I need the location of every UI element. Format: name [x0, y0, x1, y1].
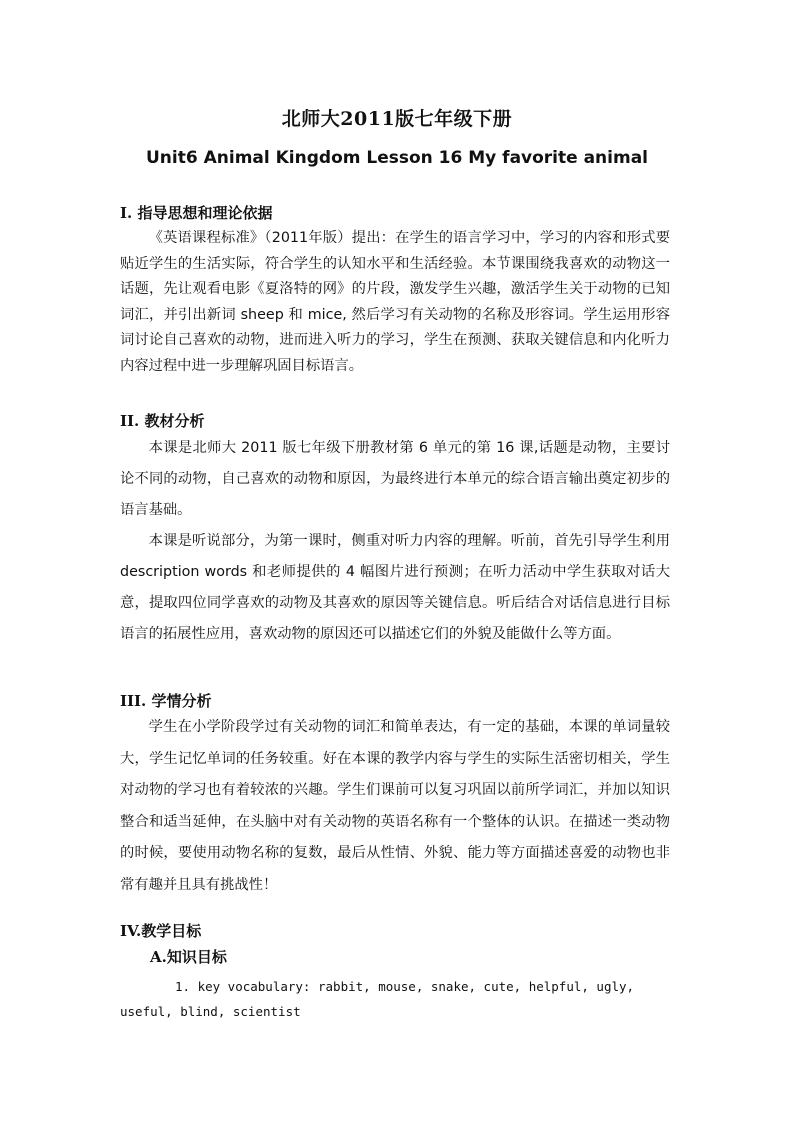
section-heading-2: II. 教材分析 — [120, 412, 205, 430]
subheading-knowledge-goals: A.知识目标 — [150, 948, 227, 966]
section-1-paragraph: 《英语课程标准》（2011年版）提出：在学生的语言学习中，学习的内容和形式要贴近学生的生活实际，符合学生的认知水平和生活经验。本节课围绕我喜欢的动物这一话题，先让观看电影《夏洛特的网》的片段，激发学生兴趣，激活学生关于动物的已知词汇，并引出新词 sheep 和 mice, 然后学习有关动物的名称及形容词。学生运用形容词讨论自己喜欢的动物，进而进入听力的学习，学生在预测、获取关键信息和内化听力内容过程中进一步理解巩固目标语言。 — [120, 230, 670, 374]
section-3-paragraph: 学生在小学阶段学过有关动物的词汇和简单表达，有一定的基础，本课的单词量较大，学生记忆单词的任务较重。好在本课的教学内容与学生的实际生活密切相关，学生对动物的学习也有着较浓的兴趣。学生们课前可以复习巩固以前所学词汇，并加以知识整合和适当延伸，在头脑中对有关动物的英语名称有一个整体的认识。在描述一类动物的时候，要使用动物名称的复数，最后从性情、外貌、能力等方面描述喜爱的动物也非常有趣并且具有挑战性！ — [120, 719, 670, 893]
section-2-paragraph-2: 本课是听说部分，为第一课时，侧重对听力内容的理解。听前，首先引导学生利用 description words 和老师提供的 4 幅图片进行预测；在听力活动中学生获取对话大意，提取四位同学喜欢的动物及其喜欢的原因等关键信息。听后结合对话信息进行目标语言的拓展性应用，喜欢动物的原因还可以描述它们的外貌及能做什么等方面。 — [120, 533, 670, 642]
vocabulary-list-item: 1. key vocabulary: rabbit, mouse, snake, cute, helpful, ugly, useful, blind, scientist — [120, 979, 635, 1019]
section-heading-4: IV.教学目标 — [120, 922, 202, 940]
section-heading-3: III. 学情分析 — [120, 692, 212, 710]
section-2-paragraph-1: 本课是北师大 2011 版七年级下册教材第 6 单元的第 16 课,话题是动物，主要讨论不同的动物，自己喜欢的动物和原因，为最终进行本单元的综合语言输出奠定初步的语言基础。 — [120, 440, 670, 518]
document-title: 北师大2011版七年级下册 — [281, 108, 513, 130]
document-subtitle: Unit6 Animal Kingdom Lesson 16 My favorite animal — [146, 148, 648, 168]
section-heading-1: I. 指导思想和理论依据 — [120, 204, 273, 222]
